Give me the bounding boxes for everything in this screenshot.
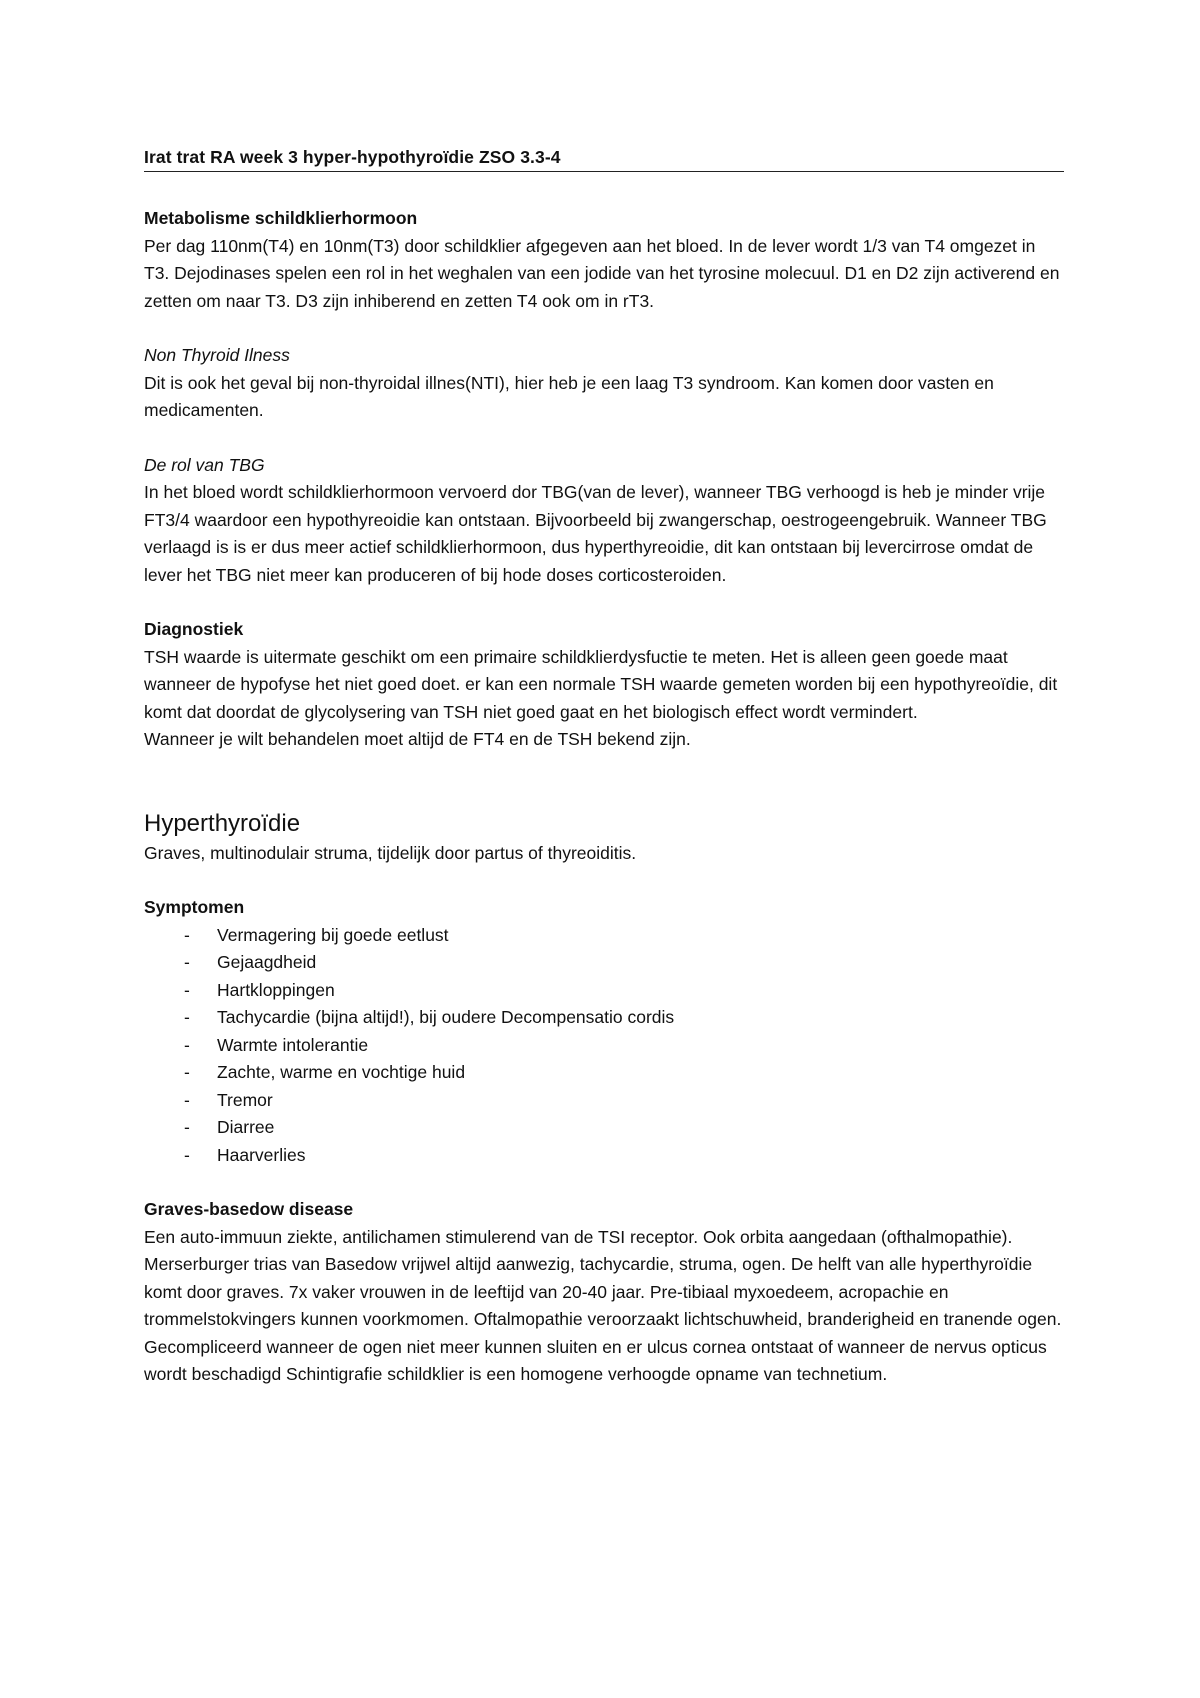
list-dash: - xyxy=(184,952,190,972)
symptomen-heading: Symptomen xyxy=(144,897,245,917)
list-item xyxy=(144,1059,1064,1087)
section-tbg xyxy=(144,452,1064,590)
list-item-text: Gejaagdheid xyxy=(217,952,317,972)
list-dash: - xyxy=(184,1144,190,1165)
list-item-text: Tachycardie (bijna altijd!), bij oudere Decompensatio cordis xyxy=(217,1007,675,1027)
tbg-heading: De rol van TBG xyxy=(144,454,265,475)
hyperthyroidie-intro: Graves, multinodulair struma, tijdelijk door partus of thyreoiditis. xyxy=(144,842,637,863)
list-item xyxy=(144,1004,1064,1032)
list-item xyxy=(144,922,1064,950)
list-item xyxy=(144,977,1064,1005)
non-thyroid-heading: Non Thyroid Ilness xyxy=(144,345,290,365)
diagnostiek-text-2: Wanneer je wilt behandelen moet altijd de FT4 en de TSH bekend zijn. xyxy=(144,729,691,749)
section-non-thyroid xyxy=(144,342,1064,425)
list-dash: - xyxy=(184,1117,190,1137)
document-content xyxy=(144,146,1064,1389)
list-item-text: Zachte, warme en vochtige huid xyxy=(217,1062,466,1082)
list-dash: - xyxy=(184,1007,190,1027)
diagnostiek-text: TSH waarde is uitermate geschikt om een primaire schildklierdysfuctie te meten. Het is alleen geen goede maat wanneer de hypofyse het niet goed doet. er kan een normale TSH waarde gemeten worden bij een hypothyreoïdie, dit komt dat doordat de glycolysering van TSH niet goed gaat en het biologisch effect wordt vermindert. xyxy=(144,646,1058,722)
graves-heading: Graves-basedow disease xyxy=(144,1199,354,1219)
metabolism-heading: Metabolisme schildklierhormoon xyxy=(144,208,418,228)
list-dash: - xyxy=(184,1089,190,1110)
section-symptomen xyxy=(144,894,1064,1169)
document-header-title: Irat trat RA week 3 hyper-hypothyroïdie ZSO 3.3-4 xyxy=(144,146,1064,172)
non-thyroid-text: Dit is ook het geval bij non-thyroidal illnes(NTI), hier heb je een laag T3 syndroom. Kan komen door vasten en medicamenten. xyxy=(144,372,994,420)
list-dash: - xyxy=(184,1034,190,1055)
section-metabolism xyxy=(144,205,1064,315)
section-diagnostiek xyxy=(144,616,1064,754)
list-item xyxy=(144,949,1064,977)
list-dash: - xyxy=(184,1062,190,1082)
tbg-text: In het bloed wordt schildklierhormoon vervoerd dor TBG(van de lever), wanneer TBG verhoogd is heb je minder vrije FT3/4 waardoor een hypothyreoidie kan ontstaan. Bijvoorbeeld bij zwangerschap, oestrogeengebruik. Wanneer TBG verlaagd is is er dus meer actief schildklierhormoon, dus hyperthyreoidie, dit kan ontstaan bij levercirrose omdat de lever het TBG niet meer kan produceren of bij hode doses corticosteroiden. xyxy=(144,482,1047,585)
section-graves xyxy=(144,1196,1064,1389)
list-item xyxy=(144,1032,1064,1060)
list-item-text: Hartkloppingen xyxy=(217,979,335,1000)
hyperthyroidie-title: Hyperthyroïdie xyxy=(144,809,301,837)
list-item-text: Tremor xyxy=(217,1089,273,1110)
list-item-text: Haarverlies xyxy=(217,1144,306,1165)
graves-text: Een auto-immuun ziekte, antilichamen stimulerend van de TSI receptor. Ook orbita aangedaan (ofthalmopathie). Merserburger trias van Basedow vrijwel altijd aanwezig, tachycardie, struma, ogen. De helft van alle hyperthyroïdie komt door graves. 7x vaker vrouwen in de leeftijd van 20-40 jaar. Pre-tibiaal myxoedeem, acropachie en trommelstokvingers kunnen voorkmomen. Oftalmopathie veroorzaakt lichtschuwheid, branderigheid en tranende ogen. Gecompliceerd wanneer de ogen niet meer kunnen sluiten en er ulcus cornea ontstaat of wanneer de nervus opticus wordt beschadigd Schintigrafie schildklier is een homogene verhoogde opname van technetium. xyxy=(144,1226,1062,1384)
list-item-text: Vermagering bij goede eetlust xyxy=(217,924,449,945)
list-dash: - xyxy=(184,979,190,1000)
symptomen-list xyxy=(144,922,1064,1170)
list-item-text: Diarree xyxy=(217,1117,275,1137)
diagnostiek-heading: Diagnostiek xyxy=(144,619,244,639)
list-item-text: Warmte intolerantie xyxy=(217,1034,369,1055)
metabolism-text: Per dag 110nm(T4) en 10nm(T3) door schildklier afgegeven aan het bloed. In de lever wordt 1/3 van T4 omgezet in T3. Dejodinases spelen een rol in het weghalen van een jodide van het tyrosine molecuul. D1 en D2 zijn activerend en zetten om naar T3. D3 zijn inhiberend en zetten T4 ook om in rT3. xyxy=(144,235,1060,311)
section-hyperthyroidie xyxy=(144,808,1064,868)
list-item xyxy=(144,1087,1064,1115)
list-item xyxy=(144,1142,1064,1170)
list-dash: - xyxy=(184,924,190,945)
list-item xyxy=(144,1114,1064,1142)
